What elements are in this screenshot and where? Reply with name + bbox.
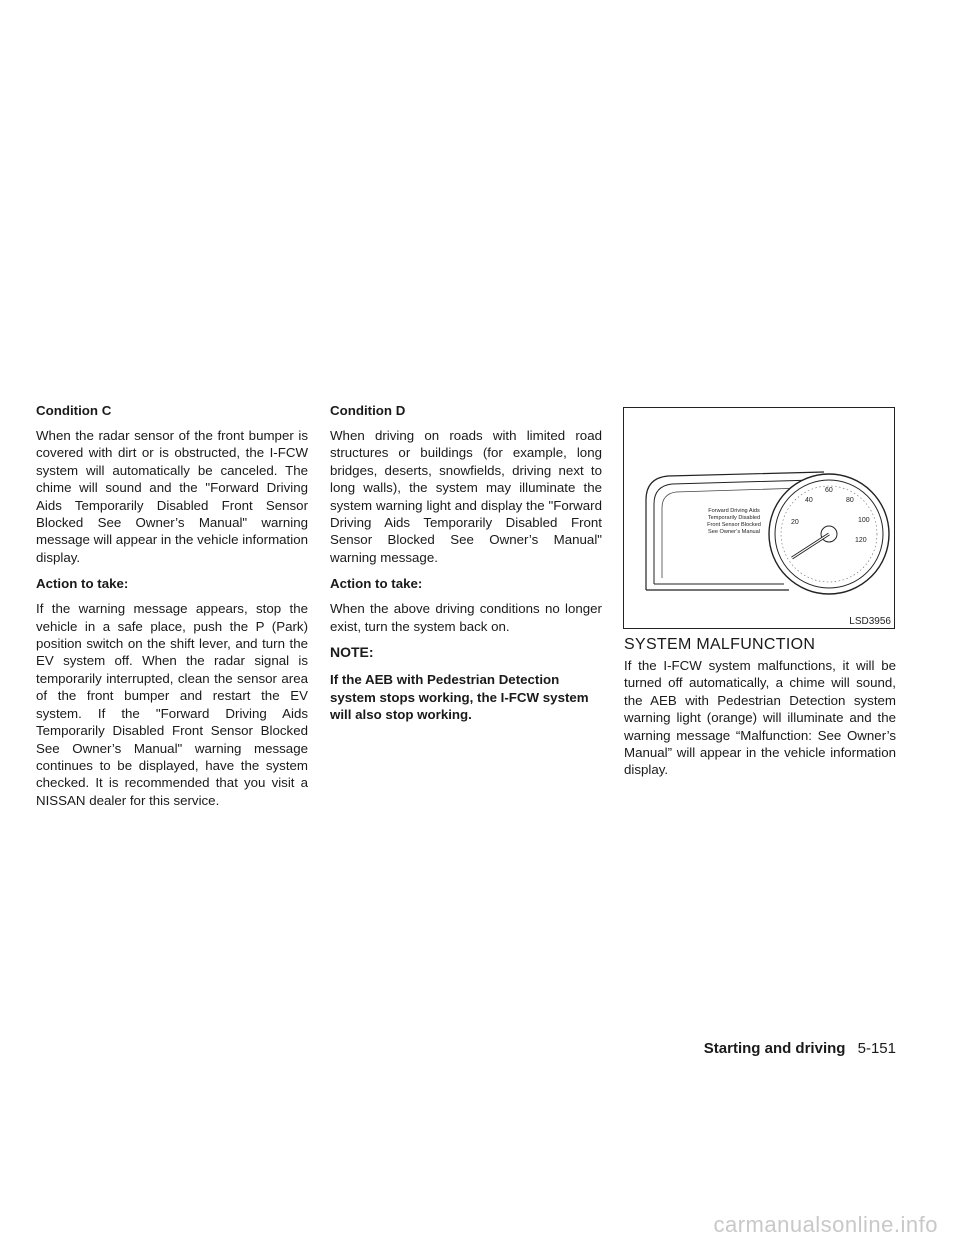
gauge-label-120: 120 bbox=[855, 537, 867, 544]
gauge-label-100: 100 bbox=[858, 517, 870, 524]
instrument-cluster-figure bbox=[623, 407, 895, 629]
gauge-label-20: 20 bbox=[791, 519, 799, 526]
note-heading: NOTE: bbox=[330, 644, 374, 661]
instrument-cluster-illustration bbox=[624, 408, 894, 628]
display-line-1: Forward Driving Aids bbox=[708, 508, 760, 514]
gauge-label-60: 60 bbox=[825, 487, 833, 494]
section-body: If the I-FCW system malfunctions, it will be turned off automatically, a chime will sound, the AEB with Pedestrian Detection system warning light (orange) will illuminate and the warning message “Malfunction: See Owner’s Manual” will appear in the vehicle information display. bbox=[624, 658, 896, 778]
footer-section-name: Starting and driving bbox=[703, 1040, 846, 1057]
page-footer bbox=[704, 1040, 896, 1057]
condition-c-text: When the radar sensor of the front bumper is covered with dirt or is obstructed, the I-FCW system will automatically be canceled. The chime will sound and the "Forward Driving Aids Temporarily Disabled Front Sensor Blocked See Owner’s Manual" warning message will appear in the vehicle information display. bbox=[36, 428, 308, 565]
display-line-3: Front Sensor Blocked bbox=[707, 522, 761, 528]
action-text: When the above driving conditions no longer exist, turn the system back on. bbox=[330, 601, 602, 634]
action-heading: Action to take: bbox=[330, 576, 423, 592]
watermark: carmanualsonline.info bbox=[713, 1212, 938, 1237]
section-title: SYSTEM MALFUNCTION bbox=[624, 636, 816, 653]
note-body: If the AEB with Pedestrian Detection system stops working, the I-FCW system will also stop working. bbox=[330, 672, 589, 723]
condition-c-heading: Condition C bbox=[36, 403, 112, 418]
action-heading: Action to take: bbox=[36, 576, 129, 592]
page-number: 5-151 bbox=[857, 1040, 896, 1057]
display-line-2: Temporarily Disabled bbox=[707, 515, 761, 521]
figure-label: LSD3956 bbox=[849, 616, 891, 627]
condition-d-text: When driving on roads with limited road structures or buildings (for example, long bridges, deserts, snowfields, driving next to long walls), the system may illuminate the system warning light and display the "Forward Driving Aids Temporarily Disabled Front Sensor Blocked See Owner’s Manual" warning message. bbox=[330, 428, 602, 565]
condition-d-heading: Condition D bbox=[330, 403, 406, 418]
action-text: If the warning message appears, stop the vehicle in a safe place, push the P (Park) position switch on the shift lever, and turn the EV system off. When the radar signal is temporarily interrupted, clean the sensor area of the front bumper and restart the EV system. If the "Forward Driving Aids Temporarily Disabled Front Sensor Blocked See Owner’s Manual" warning message continues to be displayed, have the system checked. It is recommended that you visit a NISSAN dealer for this service. bbox=[36, 601, 308, 808]
gauge-label-40: 40 bbox=[805, 497, 813, 504]
column-left bbox=[36, 402, 308, 818]
display-message bbox=[707, 508, 761, 535]
gauge-label-80: 80 bbox=[846, 497, 854, 504]
column-middle bbox=[330, 402, 602, 733]
display-line-4: See Owner’s Manual bbox=[707, 529, 761, 535]
